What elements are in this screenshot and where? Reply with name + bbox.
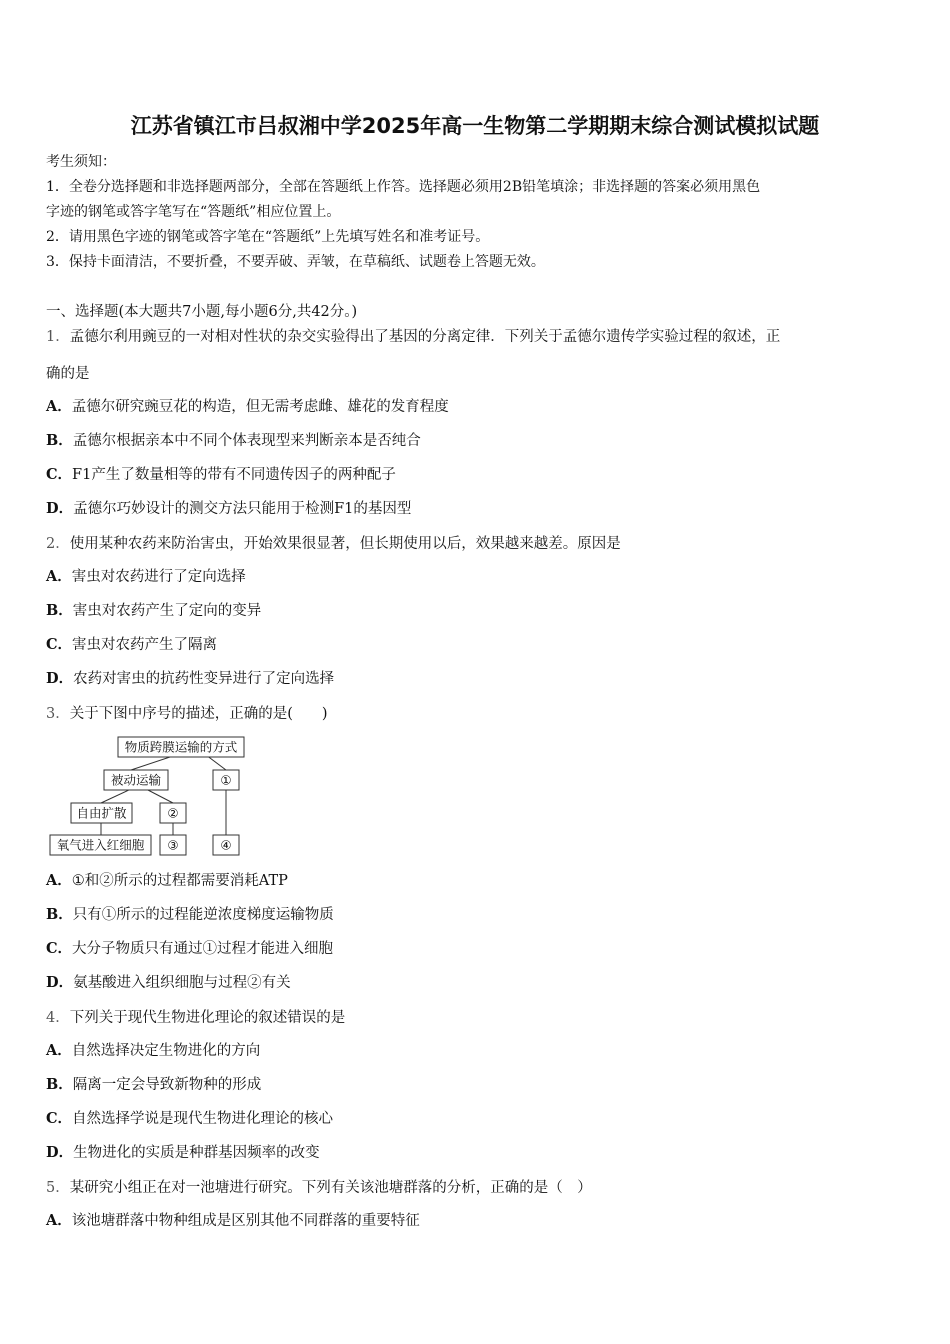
option-item[interactable] — [46, 669, 334, 689]
diagram-number-1: ① — [220, 772, 232, 788]
option-text: ①和②所示的过程都需要消耗ATP — [71, 873, 288, 889]
option-text: 害虫对农药产生了定向的变异 — [72, 603, 262, 619]
diagram-diffusion-label: 自由扩散 — [76, 805, 127, 821]
question-number: 2． — [46, 536, 70, 552]
option-letter: D． — [46, 500, 74, 517]
question-number: 3． — [46, 706, 70, 722]
option-letter: A． — [46, 1042, 72, 1059]
diagram-connector — [146, 789, 173, 803]
question-stem-continued: 确的是 — [46, 366, 90, 382]
question-text: 关于下图中序号的描述，正确的是( ) — [69, 706, 328, 722]
diagram-oxygen-label: 氧气进入红细胞 — [56, 837, 145, 853]
question-number: 4． — [46, 1010, 70, 1026]
option-item[interactable] — [46, 567, 246, 587]
option-item[interactable] — [46, 871, 288, 891]
option-letter: A． — [46, 568, 72, 585]
option-letter: B． — [46, 906, 73, 923]
option-text: 氨基酸进入组织细胞与过程②有关 — [73, 975, 291, 991]
notice-item: 3．保持卡面清洁，不要折叠，不要弄破、弄皱，在草稿纸、试题卷上答题无效。 — [46, 254, 545, 270]
option-letter: D． — [46, 974, 74, 991]
diagram-number-3: ③ — [167, 837, 179, 853]
option-text: 自然选择学说是现代生物进化理论的核心 — [72, 1111, 334, 1127]
option-item[interactable] — [46, 1211, 420, 1231]
section-heading: 一、选择题(本大题共7小题,每小题6分,共42分。) — [46, 304, 358, 320]
option-text: 生物进化的实质是种群基因频率的改变 — [73, 1145, 320, 1161]
option-letter: B． — [46, 602, 73, 619]
diagram-passive-label: 被动运输 — [110, 772, 162, 788]
option-item[interactable] — [46, 431, 421, 451]
notice-item: 字迹的钢笔或答字笔写在“答题纸”相应位置上。 — [46, 204, 341, 220]
option-item[interactable] — [46, 465, 396, 485]
option-text: 隔离一定会导致新物种的形成 — [72, 1077, 262, 1093]
page-title: 江苏省镇江市吕叔湘中学2025年高一生物第二学期期末综合测试模拟试题 — [130, 114, 820, 138]
notice-item: 1．全卷分选择题和非选择题两部分，全部在答题纸上作答。选择题必须用2B铅笔填涂；非选择题的答案必须用黑色 — [46, 179, 761, 195]
option-item[interactable] — [46, 1143, 320, 1163]
question-text: 某研究小组正在对一池塘进行研究。下列有关该池塘群落的分析，正确的是（ ） — [69, 1180, 592, 1196]
option-item[interactable] — [46, 601, 261, 621]
option-item[interactable] — [46, 939, 333, 959]
notice-heading: 考生须知： — [46, 154, 116, 170]
question-text: 孟德尔利用豌豆的一对相对性状的杂交实验得出了基因的分离定律．下列关于孟德尔遗传学实验过程的叙述，正 — [69, 329, 781, 345]
option-text: 只有①所示的过程能逆浓度梯度运输物质 — [72, 907, 334, 923]
question-number: 5． — [46, 1180, 70, 1196]
option-text: 自然选择决定生物进化的方向 — [71, 1043, 261, 1059]
option-item[interactable] — [46, 1041, 260, 1061]
option-item[interactable] — [46, 635, 217, 655]
option-text: 该池塘群落中物种组成是区别其他不同群落的重要特征 — [71, 1213, 420, 1229]
diagram-root-label: 物质跨膜运输的方式 — [124, 739, 238, 755]
option-text: 孟德尔根据亲本中不同个体表现型来判断亲本是否纯合 — [72, 433, 421, 449]
option-letter: C． — [46, 940, 73, 957]
option-letter: B． — [46, 1076, 73, 1093]
option-letter: B． — [46, 432, 73, 449]
notice-item: 2．请用黑色字迹的钢笔或答字笔在“答题纸”上先填写姓名和准考证号。 — [46, 229, 490, 245]
option-text: 孟德尔巧妙设计的测交方法只能用于检测F1的基因型 — [73, 501, 412, 517]
option-item[interactable] — [46, 973, 291, 993]
option-text: 害虫对农药产生了隔离 — [72, 637, 218, 653]
option-letter: A． — [46, 398, 72, 415]
option-letter: A． — [46, 872, 72, 889]
question-stem — [46, 704, 328, 724]
transport-diagram — [46, 735, 256, 860]
option-text: F1产生了数量相等的带有不同遗传因子的两种配子 — [72, 467, 396, 483]
option-letter: A． — [46, 1212, 72, 1229]
option-item[interactable] — [46, 397, 449, 417]
option-letter: D． — [46, 1144, 74, 1161]
option-letter: C． — [46, 466, 73, 483]
question-stem — [46, 534, 621, 554]
question-text: 下列关于现代生物进化理论的叙述错误的是 — [69, 1010, 346, 1026]
option-text: 农药对害虫的抗药性变异进行了定向选择 — [73, 671, 335, 687]
option-letter: D． — [46, 670, 74, 687]
question-number: 1． — [46, 329, 70, 345]
option-text: 孟德尔研究豌豆花的构造，但无需考虑雌、雄花的发育程度 — [71, 399, 449, 415]
question-stem — [46, 1178, 592, 1198]
option-text: 害虫对农药进行了定向选择 — [71, 569, 246, 585]
question-stem — [46, 327, 780, 347]
option-letter: C． — [46, 1110, 73, 1127]
option-text: 大分子物质只有通过①过程才能进入细胞 — [72, 941, 334, 957]
option-item[interactable] — [46, 1075, 261, 1095]
diagram-connector — [101, 789, 131, 803]
option-item[interactable] — [46, 499, 411, 519]
option-letter: C． — [46, 636, 73, 653]
question-text: 使用某种农药来防治害虫，开始效果很显著，但长期使用以后，效果越来越差。原因是 — [69, 536, 621, 552]
diagram-number-2: ② — [167, 805, 179, 821]
question-stem — [46, 1008, 345, 1028]
option-item[interactable] — [46, 1109, 333, 1129]
option-item[interactable] — [46, 905, 334, 925]
diagram-number-4: ④ — [220, 837, 232, 853]
